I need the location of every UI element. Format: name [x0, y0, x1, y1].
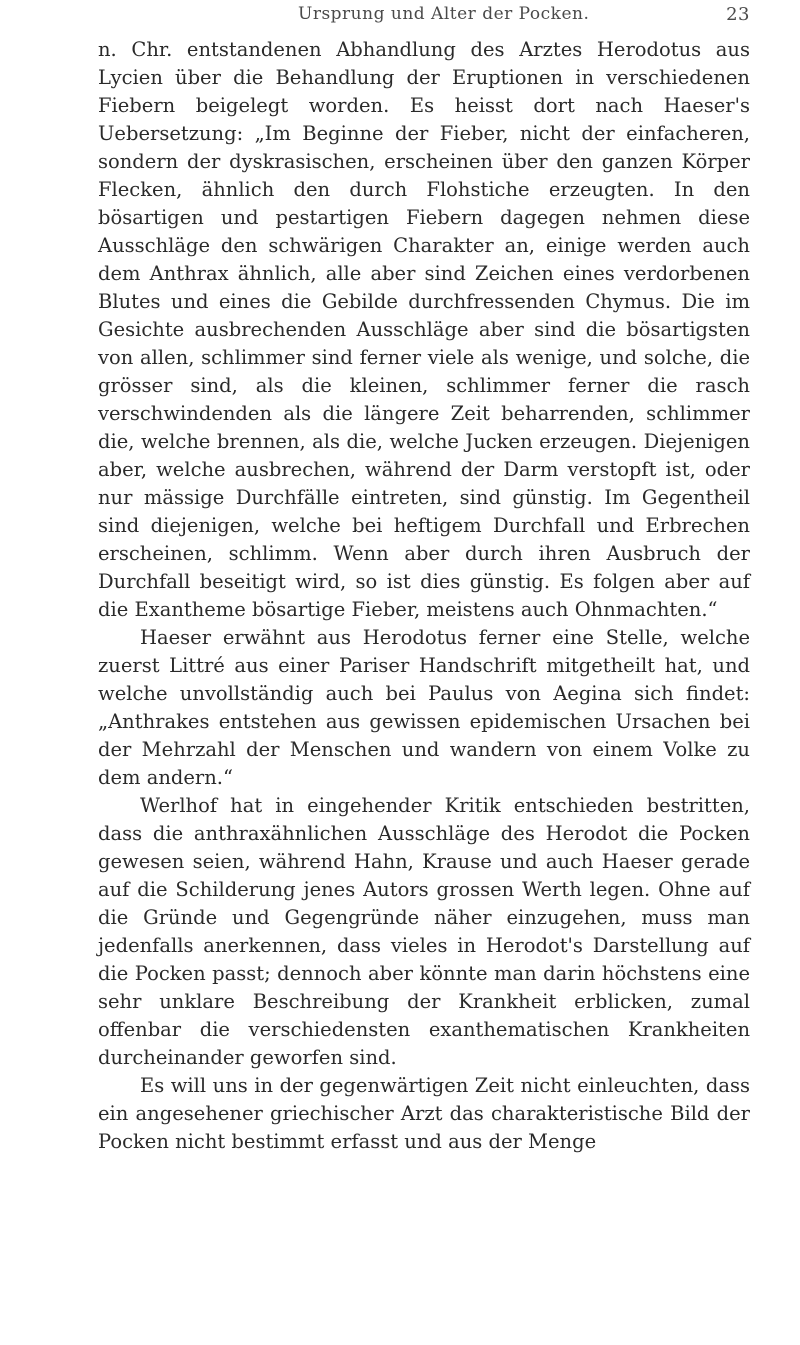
running-title: Ursprung und Alter der Pocken. — [298, 4, 590, 24]
paragraph-2: Haeser erwähnt aus Herodotus ferner eine Stelle, welche zuerst Littré aus einer Pariser Handschrift mitgetheilt hat, und welche unvollständig auch bei Paulus von Aegina sich findet: „Anthrakes entstehen aus gewissen epidemischen Ursachen bei der Mehrzahl der Menschen und wandern von einem Volke zu dem andern.“ — [98, 626, 750, 789]
paragraph-3: Werlhof hat in eingehender Kritik entschieden bestritten, dass die anthraxähnlichen Ausschläge des Herodot die Pocken gewesen seien, während Hahn, Krause und auch Haeser gerade auf die Schilderung jenes Autors grossen Werth legen. Ohne auf die Gründe und Gegengründe näher einzugehen, muss man jedenfalls anerkennen, dass vieles in Herodot's Darstellung auf die Pocken passt; dennoch aber könnte man darin höchstens eine sehr unklare Beschreibung der Krankheit erblicken, zumal offenbar die verschiedensten exanthematischen Krankheiten durcheinander geworfen sind. — [98, 794, 750, 1069]
paragraph-1: n. Chr. entstandenen Abhandlung des Arztes Herodotus aus Lycien über die Behandlung der Eruptionen in verschiedenen Fiebern beigelegt worden. Es heisst dort nach Haeser's Uebersetzung: „Im Beginne der Fieber, nicht der einfacheren, sondern der dyskrasischen, erscheinen über den ganzen Körper Flecken, ähnlich den durch Flohstiche erzeugten. In den bösartigen und pestartigen Fiebern dagegen nehmen diese Ausschläge den schwärigen Charakter an, einige werden auch dem Anthrax ähnlich, alle aber sind Zeichen eines verdorbenen Blutes und eines die Gebilde durchfressenden Chymus. Die im Gesichte ausbrechenden Ausschläge aber sind die bösartigsten von allen, schlimmer sind ferner viele als wenige, und solche, die grösser sind, als die kleinen, schlimmer ferner die rasch verschwindenden als die längere Zeit beharrenden, schlimmer die, welche brennen, als die, welche Jucken erzeugen. Diejenigen aber, welche ausbrechen, während der Darm verstopft ist, oder nur mässige Durchfälle eintreten, sind günstig. Im Gegentheil sind diejenigen, welche bei heftigem Durchfall und Erbrechen erscheinen, schlimm. Wenn aber durch ihren Ausbruch der Durchfall beseitigt wird, so ist dies günstig. Es folgen aber auf die Exantheme bösartige Fieber, meistens auch Ohnmachten.“ — [98, 38, 750, 621]
paragraph-4: Es will uns in der gegenwärtigen Zeit nicht einleuchten, dass ein angesehener griechischer Arzt das charakteristische Bild der Pocken nicht bestimmt erfasst und aus der Menge — [98, 1074, 750, 1153]
body-text — [98, 36, 750, 1156]
running-head — [98, 4, 750, 30]
page-number: 23 — [726, 4, 750, 25]
